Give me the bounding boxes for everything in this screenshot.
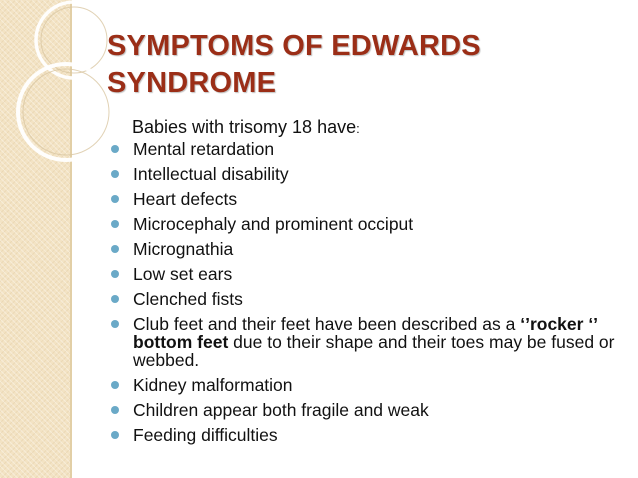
list-item bbox=[108, 290, 616, 308]
bullet-dot-icon bbox=[111, 381, 119, 389]
bullet-dot-icon bbox=[111, 145, 119, 153]
bullet-dot-icon bbox=[111, 220, 119, 228]
list-item-club-feet bbox=[108, 315, 616, 369]
list-item-text: Intellectual disability bbox=[133, 164, 289, 184]
list-item bbox=[108, 376, 616, 394]
list-item-text: Clenched fists bbox=[133, 289, 243, 309]
club-feet-text-bold: ‘’rocker ‘’ bottom feet bbox=[133, 314, 598, 352]
bullet-dot-icon bbox=[111, 431, 119, 439]
list-item bbox=[108, 190, 616, 208]
list-item-text: Low set ears bbox=[133, 264, 233, 284]
list-item bbox=[108, 401, 616, 419]
list-item-text: Kidney malformation bbox=[133, 375, 293, 395]
list-item-text: Mental retardation bbox=[133, 139, 275, 159]
intro-text-main: Babies with trisomy 18 have bbox=[132, 117, 357, 137]
list-item-text: Micrognathia bbox=[133, 239, 234, 259]
club-feet-text-before: Club feet and their feet have been described as a bbox=[133, 314, 521, 334]
list-item-text: Microcephaly and prominent occiput bbox=[133, 214, 414, 234]
intro-colon: : bbox=[356, 121, 360, 136]
list-item bbox=[108, 140, 616, 158]
bullet-dot-icon bbox=[111, 245, 119, 253]
list-item-text: Children appear both fragile and weak bbox=[133, 400, 429, 420]
symptom-list bbox=[108, 140, 616, 451]
slide-title: SYMPTOMS OF EDWARDS SYNDROME bbox=[107, 30, 481, 99]
bullet-dot-icon bbox=[111, 270, 119, 278]
list-item bbox=[108, 165, 616, 183]
bullet-dot-icon bbox=[111, 170, 119, 178]
bullet-dot-icon bbox=[111, 320, 119, 328]
bullet-dot-icon bbox=[111, 406, 119, 414]
bullet-dot-icon bbox=[111, 295, 119, 303]
list-item-text: Heart defects bbox=[133, 189, 238, 209]
list-item bbox=[108, 265, 616, 283]
list-item-text: Feeding difficulties bbox=[133, 425, 278, 445]
intro-text bbox=[132, 116, 360, 140]
list-item bbox=[108, 215, 616, 233]
bullet-dot-icon bbox=[111, 195, 119, 203]
club-feet-text-after: due to their shape and their toes may be fused or webbed. bbox=[133, 332, 615, 370]
list-item bbox=[108, 240, 616, 258]
list-item bbox=[108, 426, 616, 444]
